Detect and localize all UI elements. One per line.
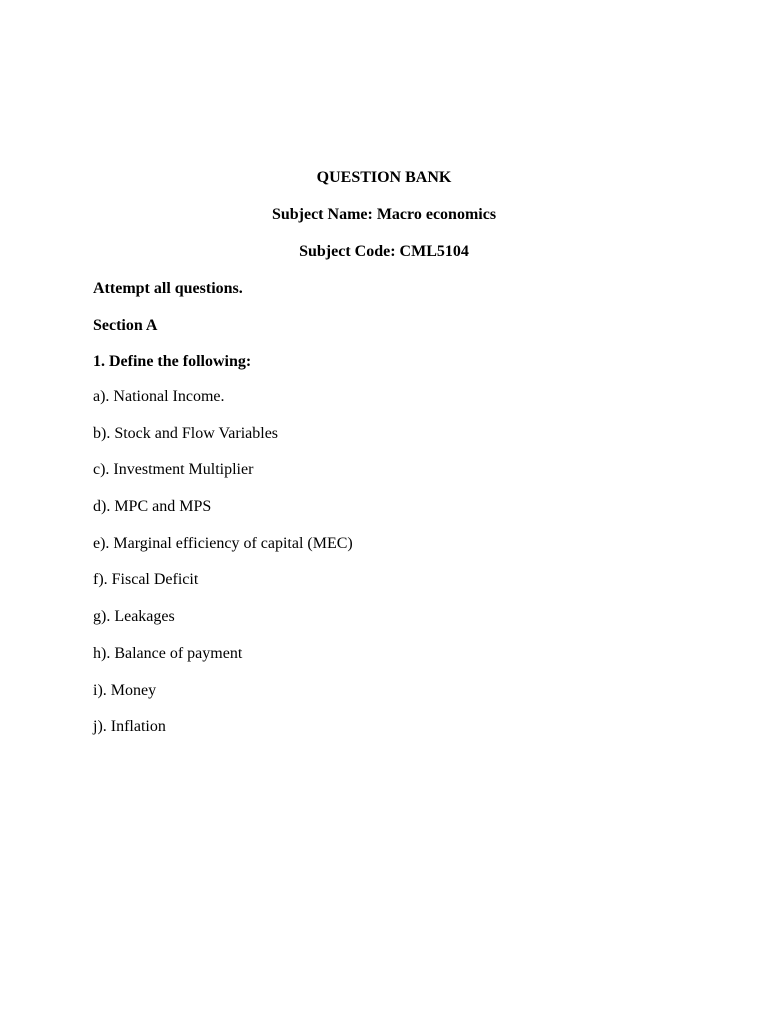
question-heading: 1. Define the following: bbox=[93, 353, 252, 370]
list-item: b). Stock and Flow Variables bbox=[93, 424, 279, 442]
list-item: j). Inflation bbox=[93, 718, 166, 736]
list-item: d). MPC and MPS bbox=[93, 498, 212, 516]
list-item: f). Fiscal Deficit bbox=[93, 571, 199, 589]
list-item: h). Balance of payment bbox=[93, 644, 243, 662]
list-item: a). National Income. bbox=[93, 388, 225, 405]
subject-code: Subject Code: CML5104 bbox=[299, 243, 469, 260]
document-title: QUESTION BANK bbox=[316, 169, 452, 186]
definition-list bbox=[93, 387, 353, 754]
list-item: e). Marginal efficiency of capital (MEC) bbox=[93, 534, 353, 552]
instruction-text: Attempt all questions. bbox=[93, 280, 243, 297]
list-item: c). Investment Multiplier bbox=[93, 461, 254, 479]
list-item: g). Leakages bbox=[93, 608, 175, 626]
subject-name: Subject Name: Macro economics bbox=[271, 206, 497, 223]
list-item: i). Money bbox=[93, 681, 157, 699]
section-heading: Section A bbox=[93, 317, 158, 334]
